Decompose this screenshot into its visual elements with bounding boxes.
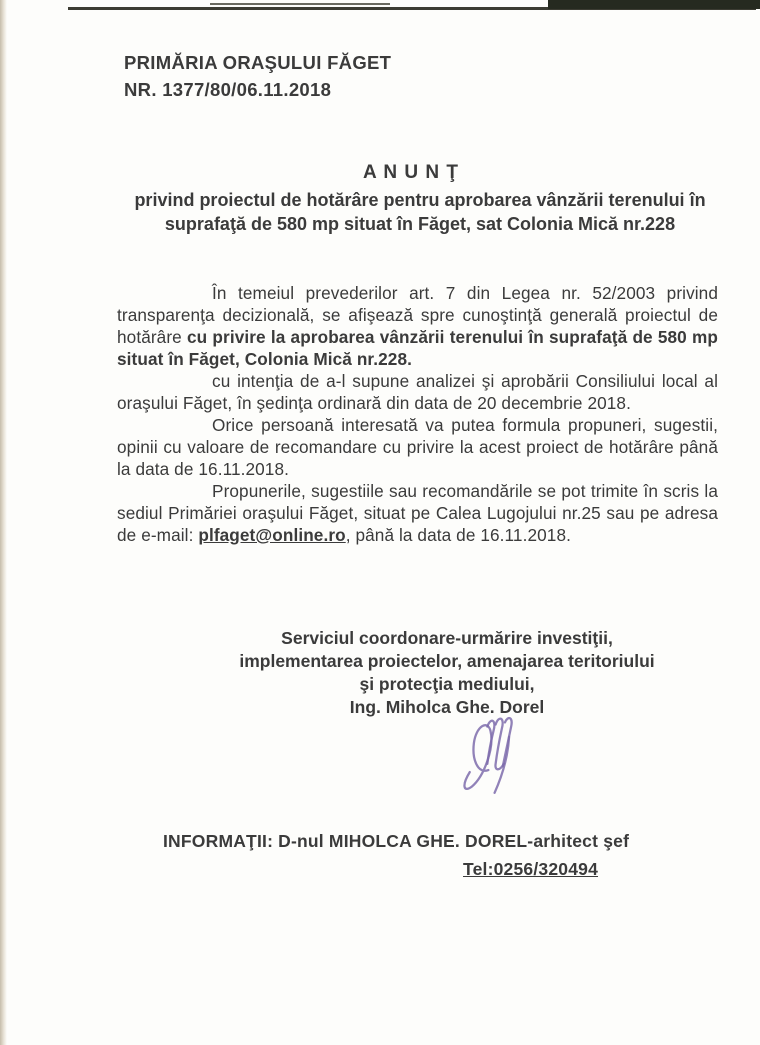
scan-edge-top-right-artifact — [548, 0, 760, 9]
text-segment: cu privire la aprobarea vânzării terenului în suprafaţă de 580 mp situat în Făget, Colonia Mică nr.228. — [117, 327, 718, 369]
text-segment: În temeiul prevederilor art. 7 din Legea nr. 52/2003 privind transparenţa decizională, se afişează spre cunoştinţă generală proiectul de hotărâre — [117, 283, 718, 347]
document-subtitle — [112, 189, 728, 236]
subtitle-line: suprafaţă de 580 mp situat în Făget, sat Colonia Mică nr.228 — [164, 213, 676, 234]
handwritten-signature-icon — [452, 710, 532, 798]
text-segment: Orice persoană interesată va putea formula propuneri, sugestii, opinii cu valoare de recomandare cu privire la acest proiect de hotărâre până la data de 16.11.2018. — [117, 415, 718, 479]
document-body — [117, 282, 718, 546]
subtitle-line: privind proiectul de hotărâre pentru aprobarea vânzării terenului în — [134, 190, 706, 210]
email-address: plfaget@online.ro — [198, 525, 346, 545]
paragraph — [117, 370, 718, 414]
signature-department-line: implementarea proiectelor, amenajarea teritoriului — [239, 651, 655, 671]
text-segment: Propunerile, sugestiile sau recomandările se pot trimite în scris la sediul Primăriei oraşului Făget, situat pe Calea Lugojului nr.25 sau pe adresa de e-mail: — [117, 481, 718, 545]
letterhead — [124, 49, 391, 103]
paragraph — [117, 480, 718, 546]
signatory-name: Ing. Miholca Ghe. Dorel — [349, 697, 545, 717]
registration-number: NR. 1377/80/06.11.2018 — [124, 79, 332, 100]
contact-info-line: INFORMAŢII: D-nul MIHOLCA GHE. DOREL-arhitect şef — [163, 831, 630, 851]
signature-department-line: şi protecţia mediului, — [359, 674, 535, 694]
scan-edge-top-mid-artifact — [210, 3, 390, 5]
document-title: A N U N Ţ — [363, 162, 459, 183]
paragraph — [117, 282, 718, 370]
issuer-name: PRIMĂRIA ORAŞULUI FĂGET — [124, 52, 392, 73]
paragraph — [117, 414, 718, 480]
signature-block — [147, 627, 747, 719]
scan-edge-left-artifact — [0, 0, 7, 1045]
text-segment: cu intenţia de a-l supune analizei şi aprobării Consiliului local al oraşului Făget, în şedinţa ordinară din data de 20 decembrie 2018. — [117, 371, 718, 413]
signature-department-line: Serviciul coordonare-urmărire investiţii, — [281, 628, 613, 648]
text-segment: , până la data de 16.11.2018. — [345, 525, 571, 545]
contact-phone: Tel:0256/320494 — [463, 859, 599, 879]
